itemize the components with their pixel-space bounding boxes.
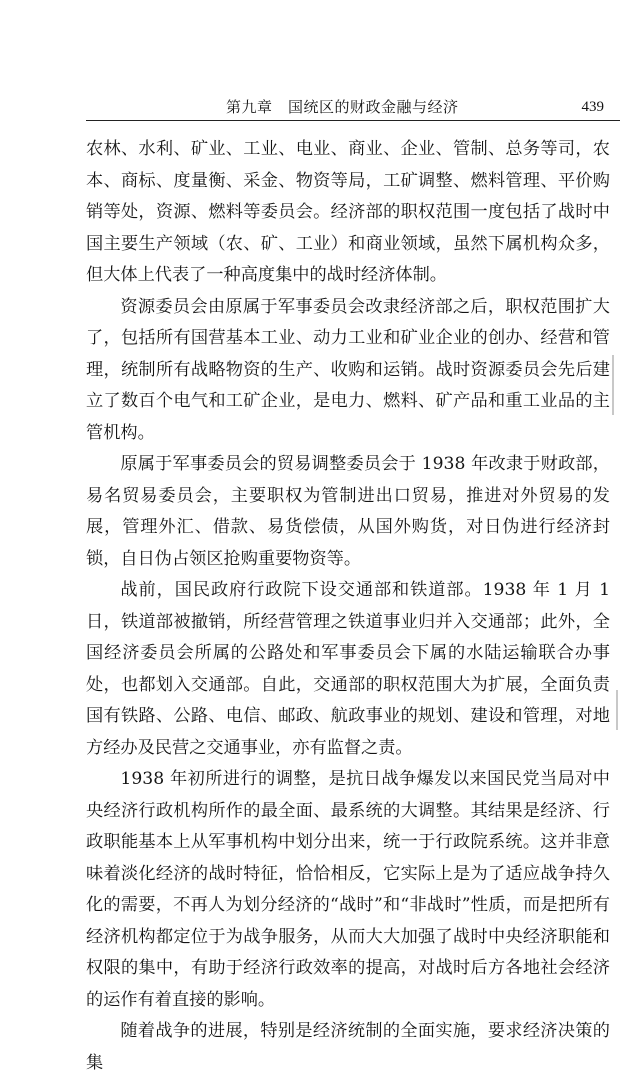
page-number: 439	[581, 99, 604, 115]
paragraph: 农林、水利、矿业、工业、电业、商业、企业、管制、总务等司，农本、商标、度量衡、采金、物资等局，工矿调整、燃料管理、平价购销等处，资源、燃料等委员会。经济部的职权范围一度包括了战时中国主要生产领域（农、矿、工业）和商业领域，虽然下属机构众多，但大体上代表了一种高度集中的战时经济体制。	[86, 139, 610, 285]
paragraph: 1938 年初所进行的调整，是抗日战争爆发以来国民党当局对中央经济行政机构所作的最全面、最系统的大调整。其结果是经济、行政职能基本上从军事机构中划分出来，统一于行政院系统。这并非意味着淡化经济的战时特征，恰恰相反，它实际上是为了适应战争持久化的需要，不再人为划分经济的“战时”和“非战时”性质，而是把所有经济机构都定位于为战争服务，从而大大加强了战时中央经济职能和权限的集中，有助于经济行政效率的提高，对战时后方各地社会经济的运作有着直接的影响。	[86, 769, 610, 1010]
paragraph: 战前，国民政府行政院下设交通部和铁道部。1938 年 1 月 1 日，铁道部被撤销，所经营管理之铁道事业归并入交通部；此外，全国经济委员会所属的公路处和军事委员会下属的水陆运输联合办事处，也都划入交通部。自此，交通部的职权范围大为扩展，全面负责国有铁路、公路、电信、邮政、航政事业的规划、建设和管理，对地方经办及民营之交通事业，亦有监督之责。	[86, 580, 610, 758]
chapter-title: 第九章 国统区的财政金融与经济	[226, 98, 459, 116]
page-body	[86, 134, 610, 1079]
header-rule	[86, 120, 620, 121]
paragraph: 原属于军事委员会的贸易调整委员会于 1938 年改隶于财政部，易名贸易委员会，主要职权为管制进出口贸易，推进对外贸易的发展，管理外汇、借款、易货偿债，从国外购货，对日伪进行经济封锁，自日伪占领区抢购重要物资等。	[86, 454, 610, 569]
paragraph: 资源委员会由原属于军事委员会改隶经济部之后，职权范围扩大了，包括所有国营基本工业、动力工业和矿业企业的创办、经营和管理，统制所有战略物资的生产、收购和运销。战时资源委员会先后建立了数百个电气和工矿企业，是电力、燃料、矿产品和重工业品的主管机构。	[86, 296, 610, 443]
scan-edge-mark	[612, 355, 614, 415]
paragraph: 随着战争的进展，特别是经济统制的全面实施，要求经济决策的集	[86, 1021, 610, 1073]
scan-edge-mark	[616, 690, 618, 730]
running-header	[120, 96, 620, 118]
